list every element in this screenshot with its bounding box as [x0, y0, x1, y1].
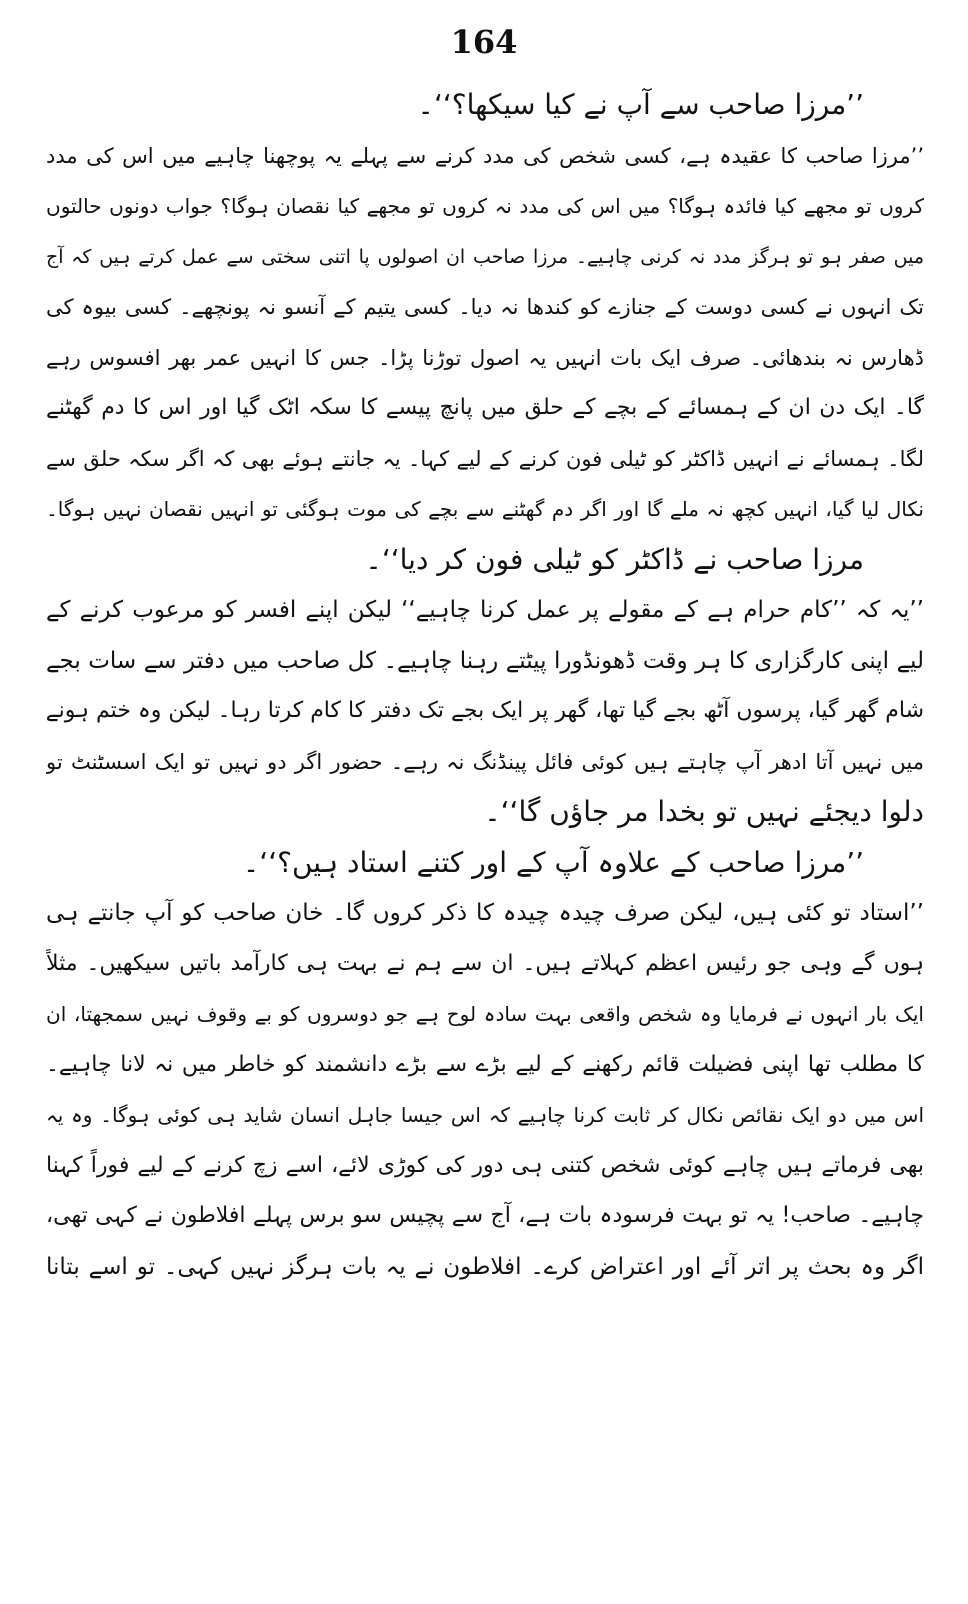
text-line: بھی فرماتے ہیں چاہے کوئی شخص کتنی ہی دور کی کوڑی لائے، اسے زچ کرنے کے لیے فوراً کہنا [46, 1152, 924, 1178]
text-line: شام گھر گیا، پرسوں آٹھ بجے گیا تھا، گھر پر ایک بجے تک دفتر کا کام کرتا رہا۔ لیکن وہ ختم ہونے [46, 698, 924, 723]
page-number: 164 [450, 23, 518, 61]
text-line: ایک بار انہوں نے فرمایا وہ شخص واقعی بہت سادہ لوح ہے جو دوسروں کو بے وقوف نہیں سمجھتا، ان [46, 1002, 924, 1026]
text-line: ڈھارس نہ بندھائی۔ صرف ایک بات انہیں یہ اصول توڑنا پڑا۔ جس کا انہیں عمر بھر افسوس رہے [46, 345, 924, 370]
text-line: نکال لیا گیا، انہیں کچھ نہ ملے گا اور اگر دم گھٹنے سے بچے کی موت ہوگئی تو انہیں نقصان نہیں ہوگا۔ [46, 497, 924, 521]
text-line: کروں تو مجھے کیا فائدہ ہوگا؟ میں اس کی مدد نہ کروں تو مجھے کیا نقصان ہوگا؟ جواب دونوں حالتوں [46, 194, 924, 218]
text-line: میں نہیں آتا ادھر آپ چاہتے ہیں کوئی فائل پینڈنگ نہ رہے۔ حضور اگر دو نہیں تو ایک اسسٹنٹ تو [46, 749, 924, 774]
text-line: ’’مرزا صاحب سے آپ نے کیا سیکھا؟‘‘۔ [417, 88, 864, 121]
text-line: ’’مرزا صاحب کے علاوہ آپ کے اور کتنے استاد ہیں؟‘‘۔ [242, 845, 864, 879]
text-line: ’’مرزا صاحب کا عقیدہ ہے، کسی شخص کی مدد کرنے سے پہلے یہ پوچھنا چاہیے میں اس کی مدد [46, 143, 924, 168]
text-line: ہوں گے وہی جو رئیس اعظم کہلاتے ہیں۔ ان سے ہم نے بہت ہی کارآمد باتیں سیکھیں۔ مثلاً [46, 950, 924, 976]
text-line: لیے اپنی کارگزاری کا ہر وقت ڈھونڈورا پیٹتے رہنا چاہیے۔ کل صاحب میں دفتر سے سات بجے [46, 647, 924, 674]
text-line: لگا۔ ہمسائے نے انہیں ڈاکٹر کو ٹیلی فون کرنے کے لیے کہا۔ یہ جانتے ہوئے بھی کہ اگر سکہ حلق سے [46, 446, 924, 471]
text-line: دلوا دیجئے نہیں تو بخدا مر جاؤں گا‘‘۔ [484, 795, 924, 828]
text-line: اس میں دو ایک نقائص نکال کر ثابت کرنا چاہیے کہ اس جیسا جاہل انسان شاید ہی کوئی ہوگا۔ وہ یہ [46, 1103, 924, 1127]
text-line: ’’استاد تو کئی ہیں، لیکن صرف چیدہ چیدہ کا ذکر کروں گا۔ خان صاحب کو آپ جانتے ہی [46, 900, 924, 926]
text-line: کا مطلب تھا اپنی فضیلت قائم رکھنے کے لیے بڑے سے بڑے دانشمند کو خاطر میں نہ لانا چاہیے۔ [46, 1051, 924, 1077]
text-line: اگر وہ بحث پر اتر آئے اور اعتراض کرے۔ افلاطون نے یہ بات ہرگز نہیں کہی۔ تو اسے بتانا [46, 1253, 924, 1280]
text-line: مرزا صاحب نے ڈاکٹر کو ٹیلی فون کر دیا‘‘۔ [365, 542, 864, 576]
text-line: گا۔ ایک دن ان کے ہمسائے کے بچے کے حلق میں پانچ پیسے کا سکہ اٹک گیا اور اس کا دم گھٹنے [46, 395, 924, 420]
text-line: میں صفر ہو تو ہرگز مدد نہ کرنی چاہیے۔ مرزا صاحب ان اصولوں پا اتنی سختی سے عمل کرتے ہیں کہ آج [46, 245, 924, 268]
text-line: ’’یہ کہ ’’کام حرام ہے کے مقولے پر عمل کرنا چاہیے‘‘ لیکن اپنے افسر کو مرعوب کرنے کے [46, 597, 924, 623]
body-text [46, 80, 924, 1292]
text-line: چاہیے۔ صاحب! یہ تو بہت فرسودہ بات ہے، آج سے پچیس سو برس پہلے افلاطون نے کہی تھی، [46, 1203, 924, 1228]
text-line: تک انہوں نے کسی دوست کے جنازے کو کندھا نہ دیا۔ کسی یتیم کے آنسو نہ پونچھے۔ کسی بیوہ کی [46, 295, 924, 319]
